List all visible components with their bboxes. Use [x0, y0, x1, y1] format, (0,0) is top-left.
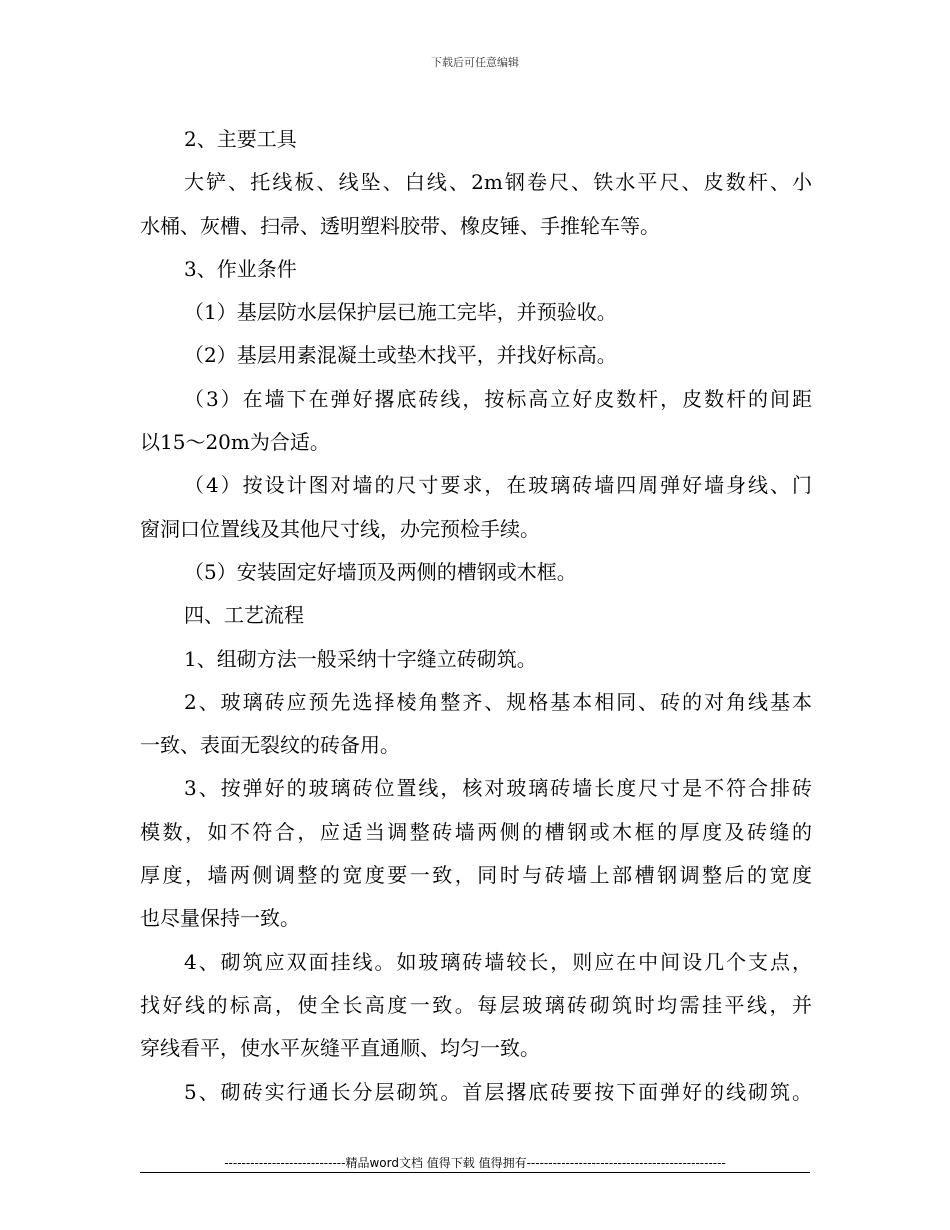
text-line: 一致、表面无裂纹的砖备用。: [140, 733, 400, 758]
text-line: （1）基层防水层保护层已施工完毕，并预验收。: [184, 300, 617, 325]
text-line: 水桶、灰槽、扫帚、透明塑料胶带、橡皮锤、手推轮车等。: [140, 213, 660, 238]
text-line: 也尽量保持一致。: [140, 906, 300, 931]
page-header-note: 下载后可任意编辑: [431, 56, 519, 69]
text-line: （4）按设计图对墙的尺寸要求，在玻璃砖墙四周弹好墙身线、门: [184, 473, 812, 498]
text-line: 穿线看平，使水平灰缝平直通顺、均匀一致。: [140, 1036, 540, 1061]
text-line: （2）基层用素混凝土或垫木找平，并找好标高。: [184, 343, 617, 368]
text-line: 厚度，墙两侧调整的宽度要一致，同时与砖墙上部槽钢调整后的宽度: [140, 863, 812, 888]
text-line: 找好线的标高，使全长高度一致。每层玻璃砖砌筑时均需挂平线，并: [140, 992, 812, 1017]
text-line: 2、玻璃砖应预先选择棱角整齐、规格基本相同、砖的对角线基本: [184, 689, 812, 714]
text-line: 4、砌筑应双面挂线。如玻璃砖墙较长，则应在中间设几个支点，: [184, 949, 812, 974]
document-body: [140, 118, 812, 1114]
text-line: 5、砌砖实行通长分层砌筑。首层撂底砖要按下面弹好的线砌筑。: [184, 1079, 812, 1104]
text-line: 窗洞口位置线及其他尺寸线，办完预检手续。: [140, 516, 540, 541]
text-line: 以15～20m为合适。: [140, 430, 330, 455]
text-line: 模数，如不符合，应适当调整砖墙两侧的槽钢或木框的厚度及砖缝的: [140, 819, 812, 844]
text-line: 3、按弹好的玻璃砖位置线，核对玻璃砖墙长度尺寸是不符合排砖: [184, 776, 812, 801]
text-line: 3、作业条件: [184, 256, 297, 281]
page-footer-note: ----------------------------精品word文档 值得下载 值得拥有----------------------------------------------: [224, 1156, 726, 1170]
text-line: （3）在墙下在弹好撂底砖线，按标高立好皮数杆，皮数杆的间距: [184, 386, 812, 411]
text-line: 1、组砌方法一般采纳十字缝立砖砌筑。: [184, 646, 537, 671]
text-line: 大铲、托线板、线坠、白线、2m钢卷尺、铁水平尺、皮数杆、小: [184, 170, 812, 195]
footer-divider: [140, 1172, 810, 1173]
text-line: （5）安装固定好墙顶及两侧的槽钢或木框。: [184, 559, 577, 584]
text-line: 2、主要工具: [184, 127, 297, 151]
text-line: 四、工艺流程: [184, 603, 304, 628]
